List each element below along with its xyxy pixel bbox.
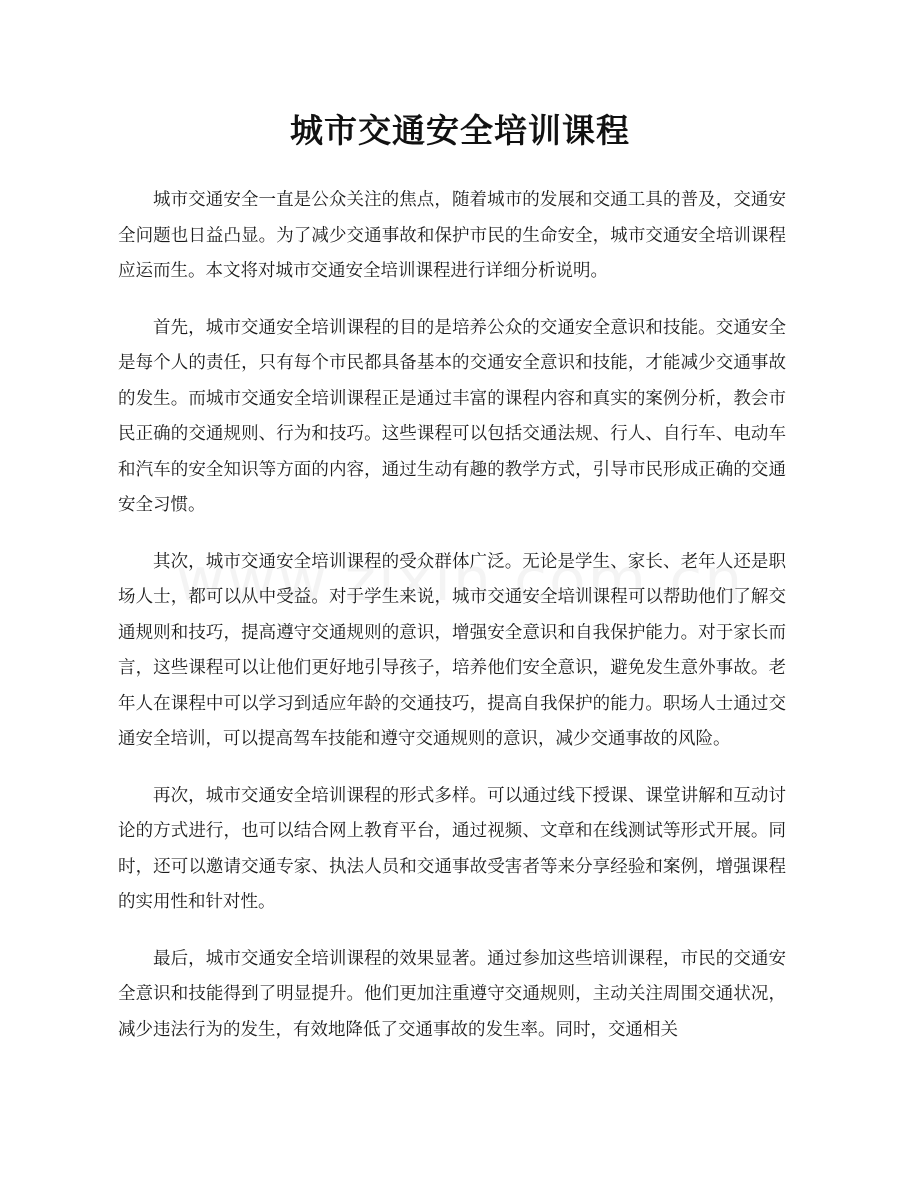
paragraph-purpose: 首先，城市交通安全培训课程的目的是培养公众的交通安全意识和技能。交通安全是每个人的责任，只有每个市民都具备基本的交通安全意识和技能，才能减少交通事故的发生。而城市交通安全培训课程正是通过丰富的课程内容和真实的案例分析，教会市民正确的交通规则、行为和技巧。这些课程可以包括交通法规、行人、自行车、电动车和汽车的安全知识等方面的内容，通过生动有趣的教学方式，引导市民形成正确的交通安全习惯。	[118, 317, 786, 515]
document-body	[118, 183, 786, 1069]
paragraph-audience: 其次，城市交通安全培训课程的受众群体广泛。无论是学生、家长、老年人还是职场人士，都可以从中受益。对于学生来说，城市交通安全培训课程可以帮助他们了解交通规则和技巧，提高遵守交通规则的意识，增强安全意识和自我保护能力。对于家长而言，这些课程可以让他们更好地引导孩子，培养他们安全意识，避免发生意外事故。老年人在课程中可以学习到适应年龄的交通技巧，提高自我保护的能力。职场人士通过交通安全培训，可以提高驾车技能和遵守交通规则的意识，减少交通事故的风险。	[118, 551, 786, 749]
document-title: 城市交通安全培训课程	[290, 111, 630, 150]
paragraph-intro: 城市交通安全一直是公众关注的焦点，随着城市的发展和交通工具的普及，交通安全问题也日益凸显。为了减少交通事故和保护市民的生命安全，城市交通安全培训课程应运而生。本文将对城市交通安全培训课程进行详细分析说明。	[118, 190, 786, 281]
paragraph-effects: 最后，城市交通安全培训课程的效果显著。通过参加这些培训课程，市民的交通安全意识和技能得到了明显提升。他们更加注重遵守交通规则，主动关注周围交通状况，减少违法行为的发生，有效地降低了交通事故的发生率。同时，交通相关	[118, 948, 786, 1040]
paragraph-formats: 再次，城市交通安全培训课程的形式多样。可以通过线下授课、课堂讲解和互动讨论的方式进行，也可以结合网上教育平台，通过视频、文章和在线测试等形式开展。同时，还可以邀请交通专家、执法人员和交通事故受害者等来分享经验和案例，增强课程的实用性和针对性。	[118, 785, 786, 912]
